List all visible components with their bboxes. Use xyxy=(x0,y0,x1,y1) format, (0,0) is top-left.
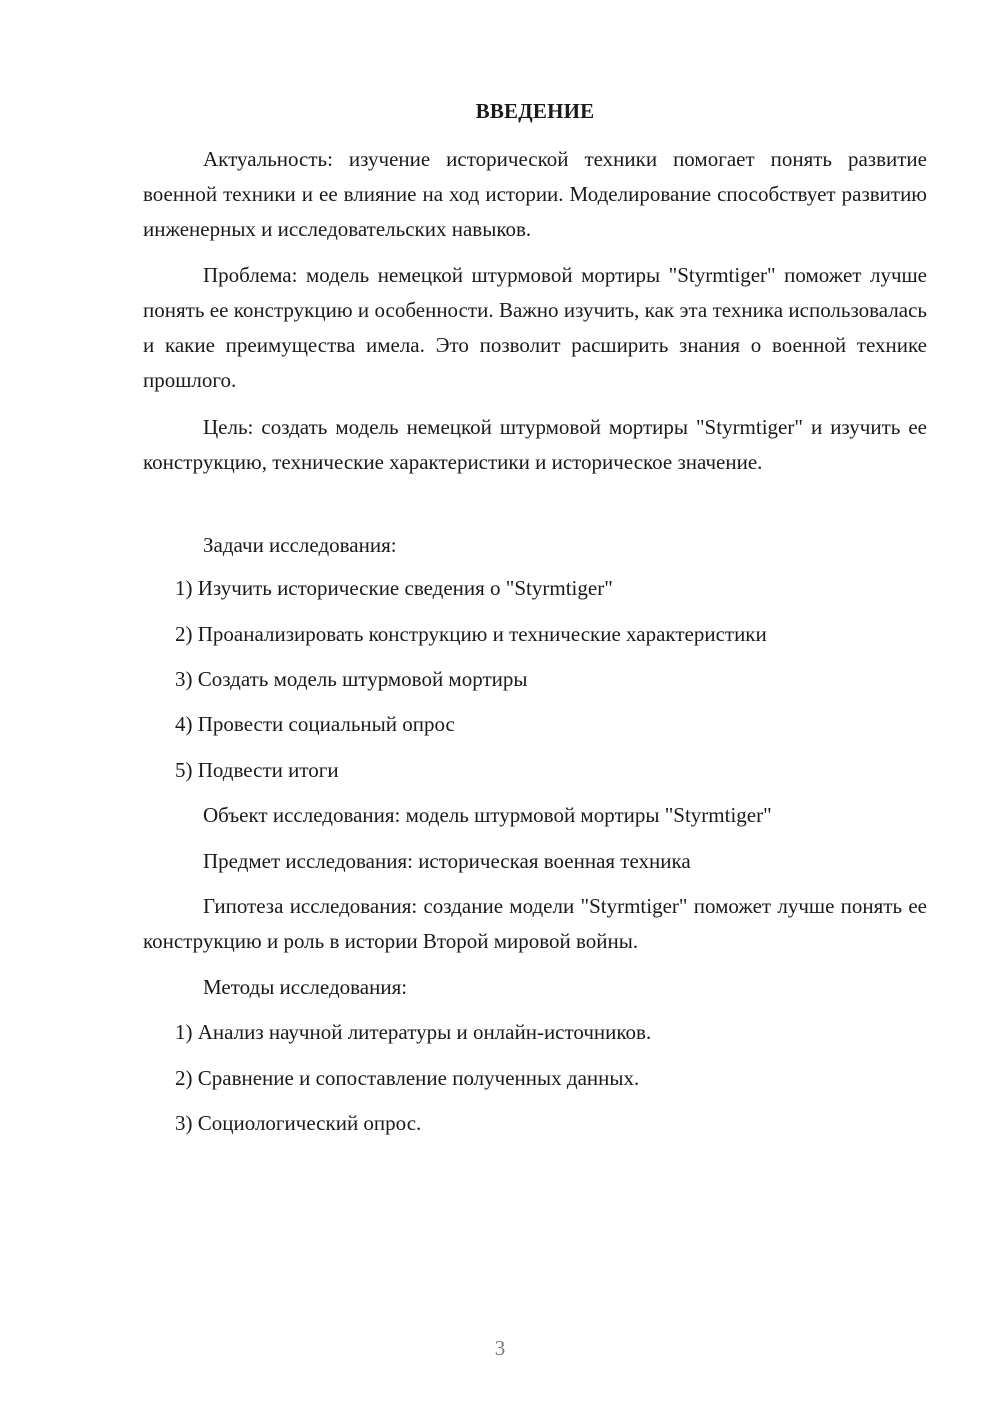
page-number: 3 xyxy=(494,1336,506,1360)
goal-paragraph: Цель: создать модель немецкой штурмовой мортиры "Styrmtiger" и изучить ее конструкцию, технические характеристики и историческое значение. xyxy=(143,415,927,474)
method-item-2: 2) Сравнение и сопоставление полученных данных. xyxy=(175,1066,640,1090)
task-item-5: 5) Подвести итоги xyxy=(175,758,339,782)
relevance-paragraph: Актуальность: изучение исторической техники помогает понять развитие военной техники и ее влияние на ход истории. Моделирование способствует развитию инженерных и исследовательских навыков. xyxy=(143,147,927,241)
problem-paragraph: Проблема: модель немецкой штурмовой мортиры "Styrmtiger" поможет лучше понять ее конструкцию и особенности. Важно изучить, как эта техника использовалась и какие преимущества имела. Это позволит расширить знания о военной технике прошлого. xyxy=(143,263,927,392)
task-item-4: 4) Провести социальный опрос xyxy=(175,712,455,736)
method-item-3: 3) Социологический опрос. xyxy=(175,1111,422,1135)
task-item-1: 1) Изучить исторические сведения о "Styrmtiger" xyxy=(175,576,613,600)
research-object: Объект исследования: модель штурмовой мортиры "Styrmtiger" xyxy=(203,803,772,827)
methods-heading: Методы исследования: xyxy=(203,975,408,999)
section-title: ВВЕДЕНИЕ xyxy=(475,99,595,123)
tasks-heading: Задачи исследования: xyxy=(203,533,397,557)
method-item-1: 1) Анализ научной литературы и онлайн-источников. xyxy=(175,1020,652,1044)
hypothesis-paragraph: Гипотеза исследования: создание модели "Styrmtiger" поможет лучше понять ее конструкцию и роль в истории Второй мировой войны. xyxy=(143,894,927,953)
task-item-3: 3) Создать модель штурмовой мортиры xyxy=(175,667,528,691)
task-item-2: 2) Проанализировать конструкцию и технические характеристики xyxy=(175,622,767,646)
research-subject: Предмет исследования: историческая военная техника xyxy=(203,849,691,873)
